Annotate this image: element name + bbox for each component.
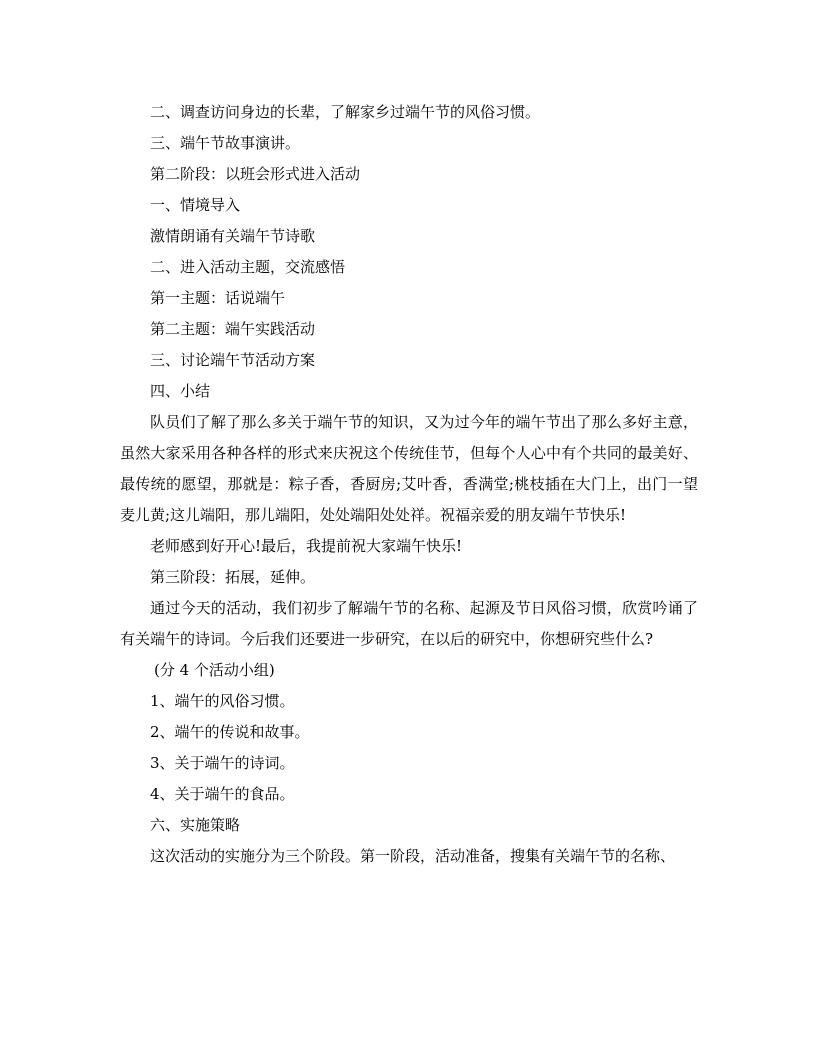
text-line: 四、小结 xyxy=(150,382,211,400)
list-item: 2、端午的传说和故事。 xyxy=(150,723,310,741)
section-heading: 第三阶段：拓展，延伸。 xyxy=(150,568,316,586)
text-line: 老师感到好开心!最后，我提前祝大家端午快乐! xyxy=(150,537,463,555)
text-line: 这次活动的实施分为三个阶段。第一阶段，活动准备，搜集有关端午节的名称、 xyxy=(150,847,676,865)
list-item: 1、端午的风俗习惯。 xyxy=(150,692,295,710)
text-line: 二、进入活动主题，交流感悟 xyxy=(150,258,346,276)
text-line: 第一主题：话说端午 xyxy=(150,289,286,307)
list-item: 3、关于端午的诗词。 xyxy=(150,754,295,772)
text-line: 二、调查访问身边的长辈，了解家乡过端午节的风俗习惯。 xyxy=(150,103,541,121)
document-body xyxy=(120,97,698,872)
text-line: 三、端午节故事演讲。 xyxy=(150,134,301,152)
text-line: (分 4 个活动小组) xyxy=(154,661,275,679)
text-line: 一、情境导入 xyxy=(150,196,241,214)
list-item: 4、关于端午的食品。 xyxy=(150,785,295,803)
extension-paragraph: 通过今天的活动，我们初步了解端午节的名称、起源及节日风俗习惯，欣赏吟诵了有关端午的诗词。今后我们还要进一步研究，在以后的研究中，你想研究些什么? xyxy=(120,599,698,648)
section-heading: 六、实施策略 xyxy=(150,816,241,834)
text-line: 三、讨论端午节活动方案 xyxy=(150,351,316,369)
text-line: 激情朗诵有关端午节诗歌 xyxy=(150,227,316,245)
summary-paragraph: 队员们了解了那么多关于端午节的知识，又为过今年的端午节出了那么多好主意，虽然大家采用各种各样的形式来庆祝这个传统佳节，但每个人心中有个共同的最美好、最传统的愿望，那就是：粽子香，香厨房;艾叶香，香满堂;桃枝插在大门上，出门一望麦儿黄;这儿端阳，那儿端阳，处处端阳处处祥。祝福亲爱的朋友端午节快乐! xyxy=(120,413,698,524)
section-heading: 第二阶段：以班会形式进入活动 xyxy=(150,165,361,183)
text-line: 第二主题：端午实践活动 xyxy=(150,320,316,338)
